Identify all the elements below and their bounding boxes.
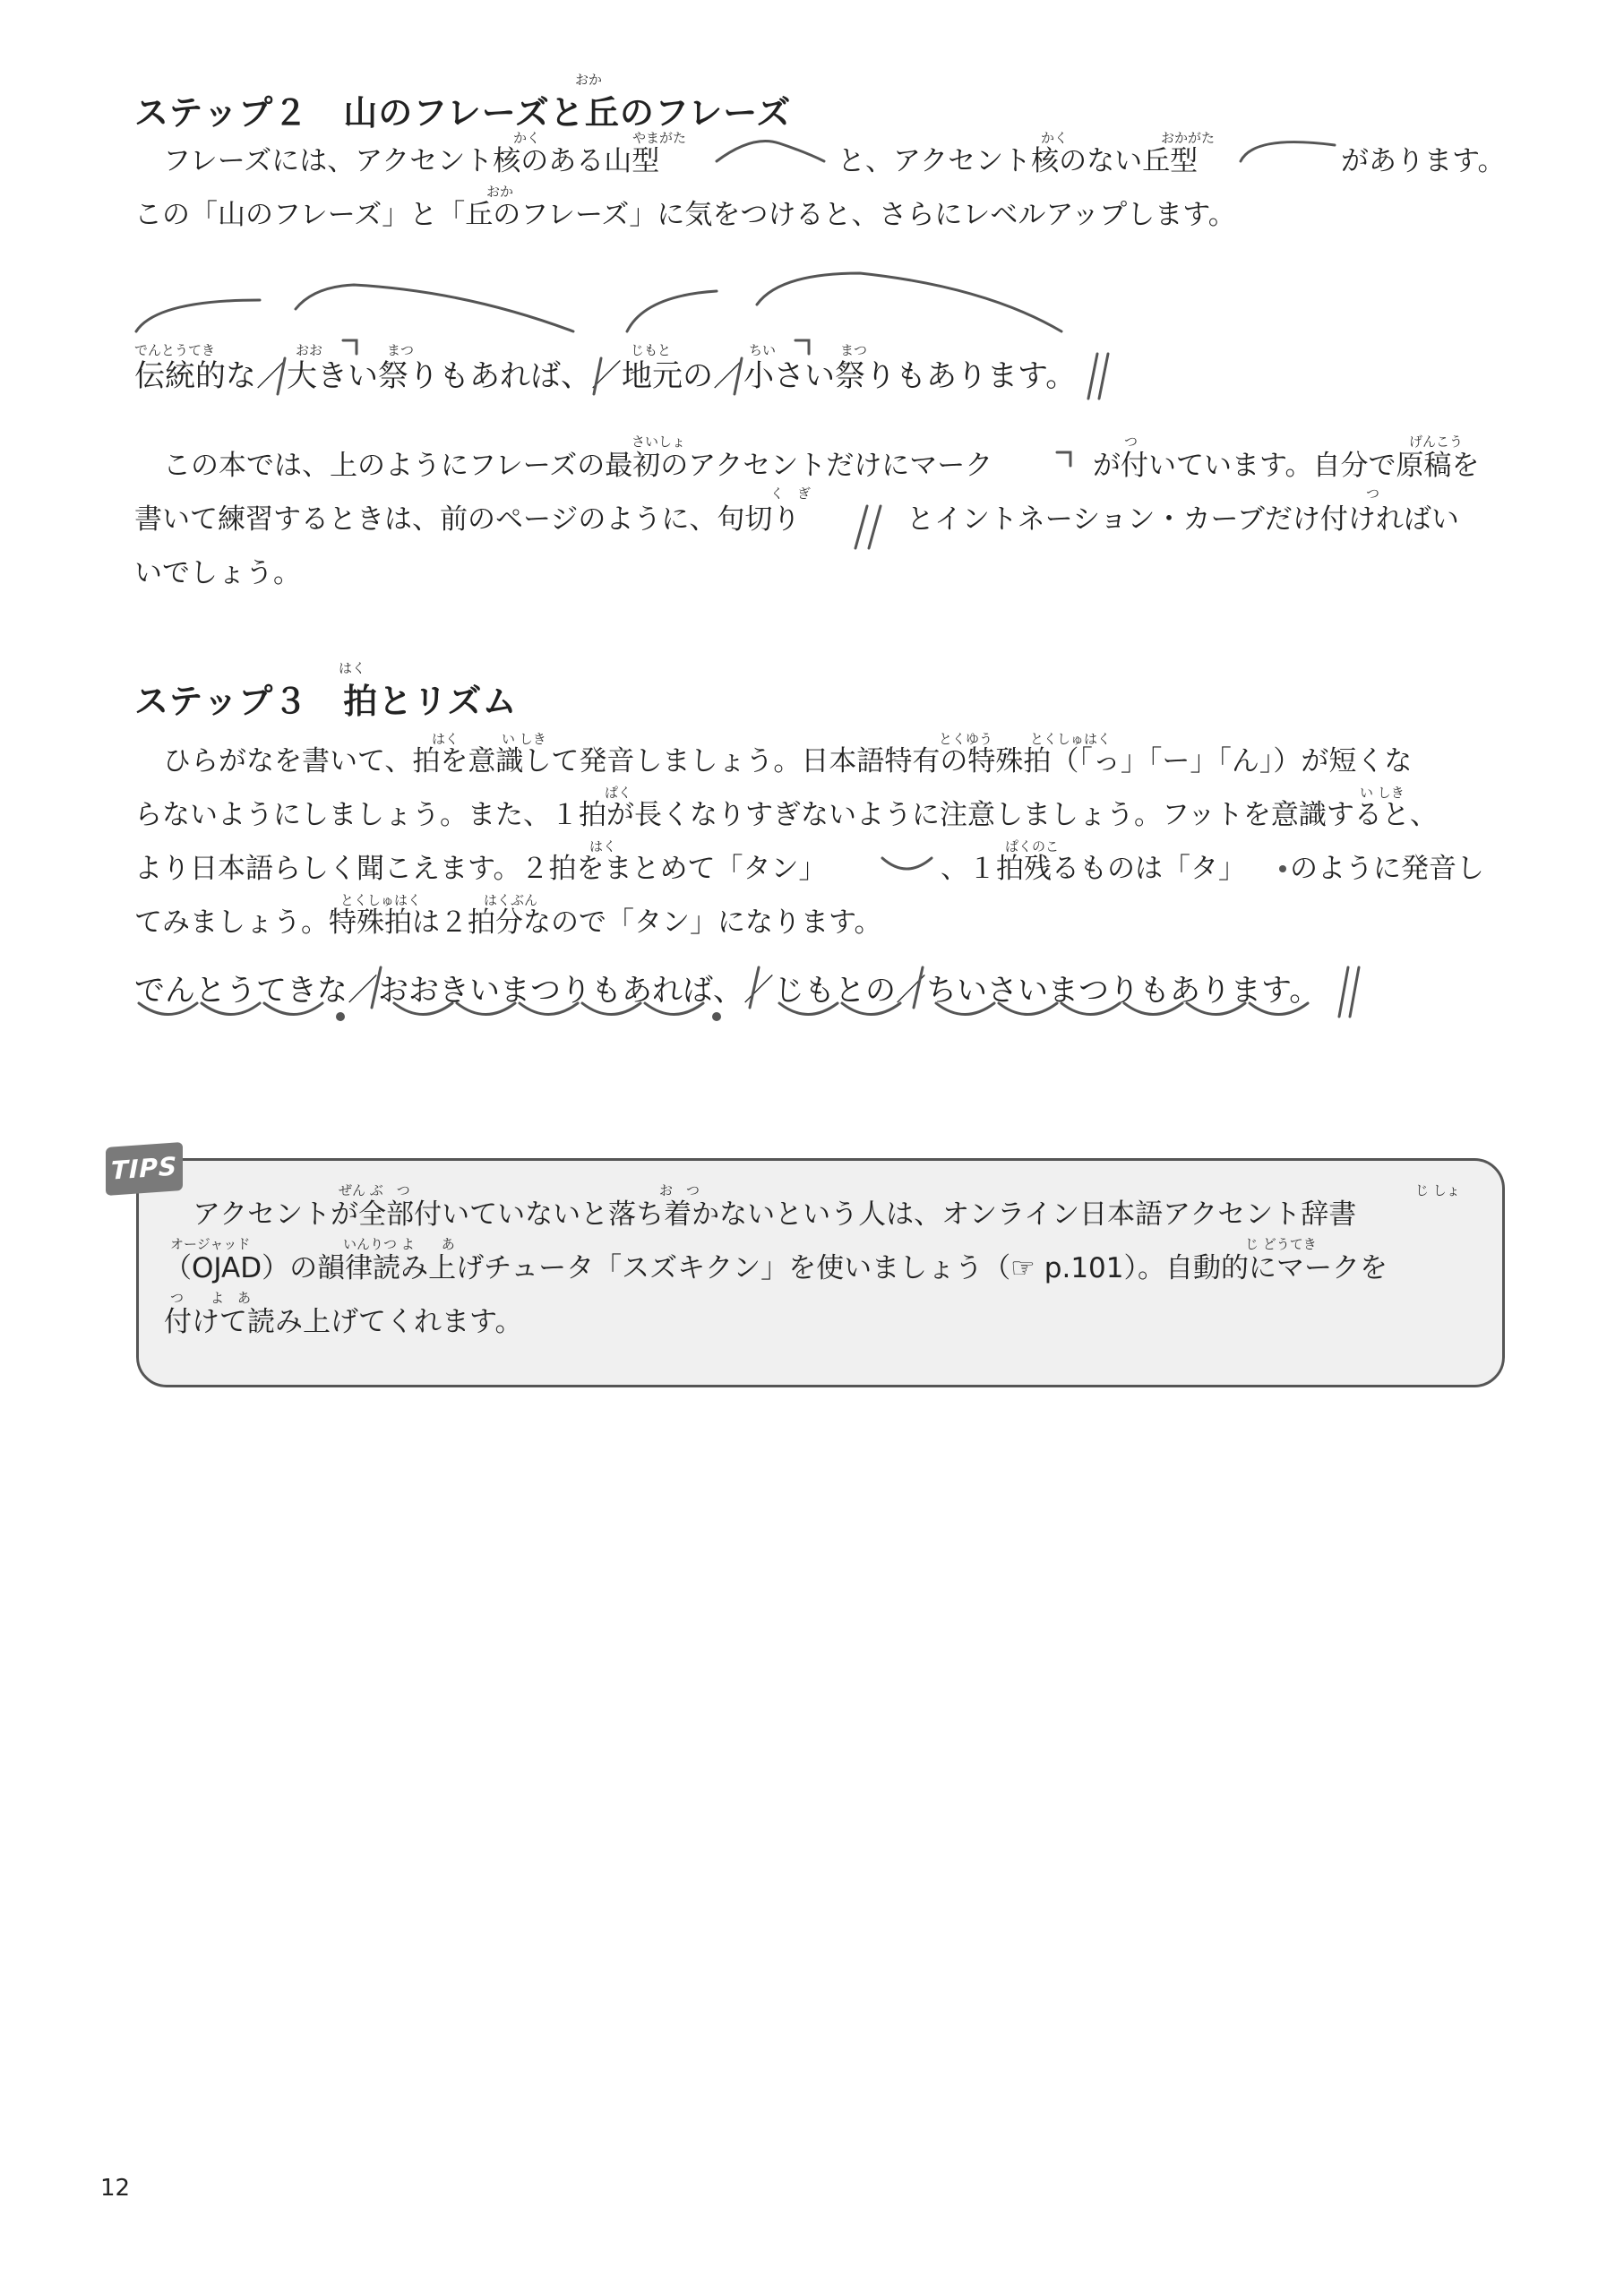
accent-mark-icon bbox=[795, 340, 809, 354]
ruby: かく bbox=[1041, 130, 1069, 146]
mora-curve-icon bbox=[999, 1003, 1057, 1015]
ta-dot-icon bbox=[1279, 865, 1286, 872]
mora-curve-icon bbox=[457, 1003, 515, 1015]
tips-line: アクセントが全部付いていないと落ち着かないという人は、オンライン日本語アクセント辞書 bbox=[193, 1198, 1357, 1231]
sentence-end-icon bbox=[1088, 354, 1097, 399]
accent-mark-icon bbox=[343, 340, 357, 354]
ruby: ぱくのこ bbox=[1005, 838, 1060, 855]
ruby: いんりつ よ あ bbox=[343, 1236, 455, 1252]
ruby: はく bbox=[432, 731, 460, 747]
ruby: はくぶん bbox=[484, 892, 538, 908]
paragraph-line: とイントネーション・カーブだけ付ければい bbox=[907, 503, 1459, 536]
ruby: つ よ あ bbox=[170, 1290, 252, 1306]
ta-dot-icon bbox=[712, 1012, 721, 1021]
ruby: お つ bbox=[659, 1182, 700, 1198]
ruby: ぜん ぶ つ bbox=[339, 1182, 410, 1198]
mountain-curve-icon bbox=[717, 142, 824, 162]
heading-ruby: おか bbox=[575, 72, 603, 88]
ruby: い しき bbox=[502, 731, 546, 747]
paragraph-line: 書いて練習するときは、前のページのように、句切り bbox=[134, 503, 801, 536]
mora-curve-icon bbox=[520, 1003, 578, 1015]
phrase-curve-icon bbox=[627, 291, 717, 331]
mora-curve-icon bbox=[779, 1003, 838, 1015]
phrase-curve-icon bbox=[296, 285, 573, 331]
ruby: でんとうてき bbox=[134, 342, 216, 358]
ruby: つ bbox=[1124, 434, 1139, 450]
ruby: さいしょ bbox=[632, 434, 686, 450]
phrase-break-icon bbox=[278, 358, 285, 394]
ruby: はく bbox=[589, 838, 617, 855]
sentence-end-icon bbox=[855, 506, 867, 548]
ruby: い しき bbox=[1360, 785, 1405, 801]
paragraph-line: ひらがなを書いて、拍を意識して発音しましょう。日本語特有の特殊拍（「っ」「ー」「ん」）が短くな bbox=[163, 745, 1413, 777]
ruby: まつ bbox=[387, 342, 415, 358]
mora-curve-icon bbox=[202, 1003, 260, 1015]
mora-curve-icon bbox=[936, 1003, 994, 1015]
phrase-break-icon bbox=[594, 358, 601, 394]
ruby: く ぎ bbox=[770, 485, 812, 502]
phrase-break-icon bbox=[914, 967, 923, 1008]
hill-curve-icon bbox=[1241, 142, 1335, 161]
mora-curves bbox=[139, 1003, 1308, 1015]
ruby: つ bbox=[1366, 485, 1380, 502]
paragraph-line: が付いています。自分で原稿を bbox=[1093, 450, 1480, 482]
example-sentence: 伝統的な／大きい祭りもあれば、／地元の／小さい祭りもあります。 bbox=[134, 358, 1077, 394]
ruby: げんこう bbox=[1409, 434, 1464, 450]
mora-curve-icon bbox=[842, 1003, 900, 1015]
ruby: やまがた bbox=[632, 130, 687, 146]
page-number: 12 bbox=[100, 2175, 131, 2202]
paragraph-line: より日本語らしく聞こえます。２拍をまとめて「タン」 bbox=[134, 853, 827, 885]
paragraph-line: 、１拍残るものは「タ」 bbox=[941, 853, 1246, 885]
ruby: ぱく bbox=[605, 785, 632, 801]
sentence-end-icon bbox=[869, 506, 881, 548]
step3-heading: ステップ３ 拍とリズム bbox=[134, 682, 518, 721]
example-sentence-kana: でんとうてきな／おおきいまつりもあれば、／じもとの／ちいさいまつりもあります。 bbox=[134, 973, 1320, 1009]
mora-curve-icon bbox=[394, 1003, 452, 1015]
mora-curve-icon bbox=[582, 1003, 640, 1015]
mora-curve-icon bbox=[264, 1003, 322, 1015]
tips-line: 付けて読み上げてくれます。 bbox=[164, 1306, 523, 1338]
phrase-curve-icon bbox=[136, 300, 260, 331]
ruby: とくゆう bbox=[939, 731, 993, 747]
ruby: おか bbox=[486, 184, 514, 200]
mora-curve-icon bbox=[1061, 1003, 1120, 1015]
mora-curve-icon bbox=[1250, 1003, 1308, 1015]
tips-line: （OJAD）の韻律読み上げチュータ「スズキクン」を使いましょう（☞ p.101）。自動的にマークを bbox=[164, 1252, 1388, 1284]
paragraph-line: らないようにしましょう。また、１拍が長くなりすぎないように注意しましょう。フットを意識すると、 bbox=[134, 799, 1438, 831]
paragraph-line: フレーズには、アクセント核のある山型 bbox=[163, 145, 660, 177]
ruby: オージャッド bbox=[170, 1236, 251, 1252]
ruby: とくしゅはく bbox=[1030, 731, 1112, 747]
mora-curve-icon bbox=[645, 1003, 703, 1015]
step2-heading: ステップ２ 山のフレーズと丘のフレーズ bbox=[134, 93, 792, 133]
ruby: とくしゅはく bbox=[340, 892, 422, 908]
paragraph-line: この「山のフレーズ」と「丘のフレーズ」に気をつけると、さらにレベルアップします。 bbox=[134, 199, 1236, 231]
phrase-break-icon bbox=[735, 358, 742, 394]
sentence-end-icon bbox=[1099, 354, 1108, 399]
ta-dot-icon bbox=[336, 1012, 345, 1021]
phrase-break-icon bbox=[750, 967, 759, 1008]
ruby: ちい bbox=[749, 342, 777, 358]
ruby: まつ bbox=[840, 342, 868, 358]
phrase-break-icon bbox=[372, 967, 381, 1008]
ruby: じもと bbox=[631, 342, 672, 358]
ruby: おお bbox=[296, 342, 323, 358]
ruby: おかがた bbox=[1161, 130, 1216, 146]
heading-ruby: はく bbox=[339, 660, 366, 676]
sentence-end-icon bbox=[1350, 967, 1359, 1017]
paragraph-line: てみましょう。特殊拍は２拍分なので「タン」になります。 bbox=[134, 906, 882, 939]
tan-curve-icon bbox=[882, 858, 932, 869]
paragraph-line: のように発音し bbox=[1290, 853, 1484, 885]
mora-curve-icon bbox=[139, 1003, 197, 1015]
mora-curve-icon bbox=[1187, 1003, 1245, 1015]
mora-curve-icon bbox=[1124, 1003, 1182, 1015]
paragraph-line: この本では、上のようにフレーズの最初のアクセントだけにマーク bbox=[163, 450, 993, 482]
tips-label: TIPS bbox=[106, 1142, 183, 1196]
phrase-curve-icon bbox=[757, 273, 1061, 331]
ruby: かく bbox=[513, 130, 541, 146]
ruby: じ どうてき bbox=[1245, 1236, 1317, 1252]
sentence-end-icon bbox=[1339, 967, 1348, 1017]
ruby: じ しょ bbox=[1415, 1182, 1460, 1198]
paragraph-line: があります。 bbox=[1341, 145, 1506, 177]
paragraph-line: と、アクセント核のない丘型 bbox=[838, 145, 1199, 177]
accent-mark-icon bbox=[1057, 452, 1070, 466]
paragraph-line: いでしょう。 bbox=[134, 557, 301, 589]
